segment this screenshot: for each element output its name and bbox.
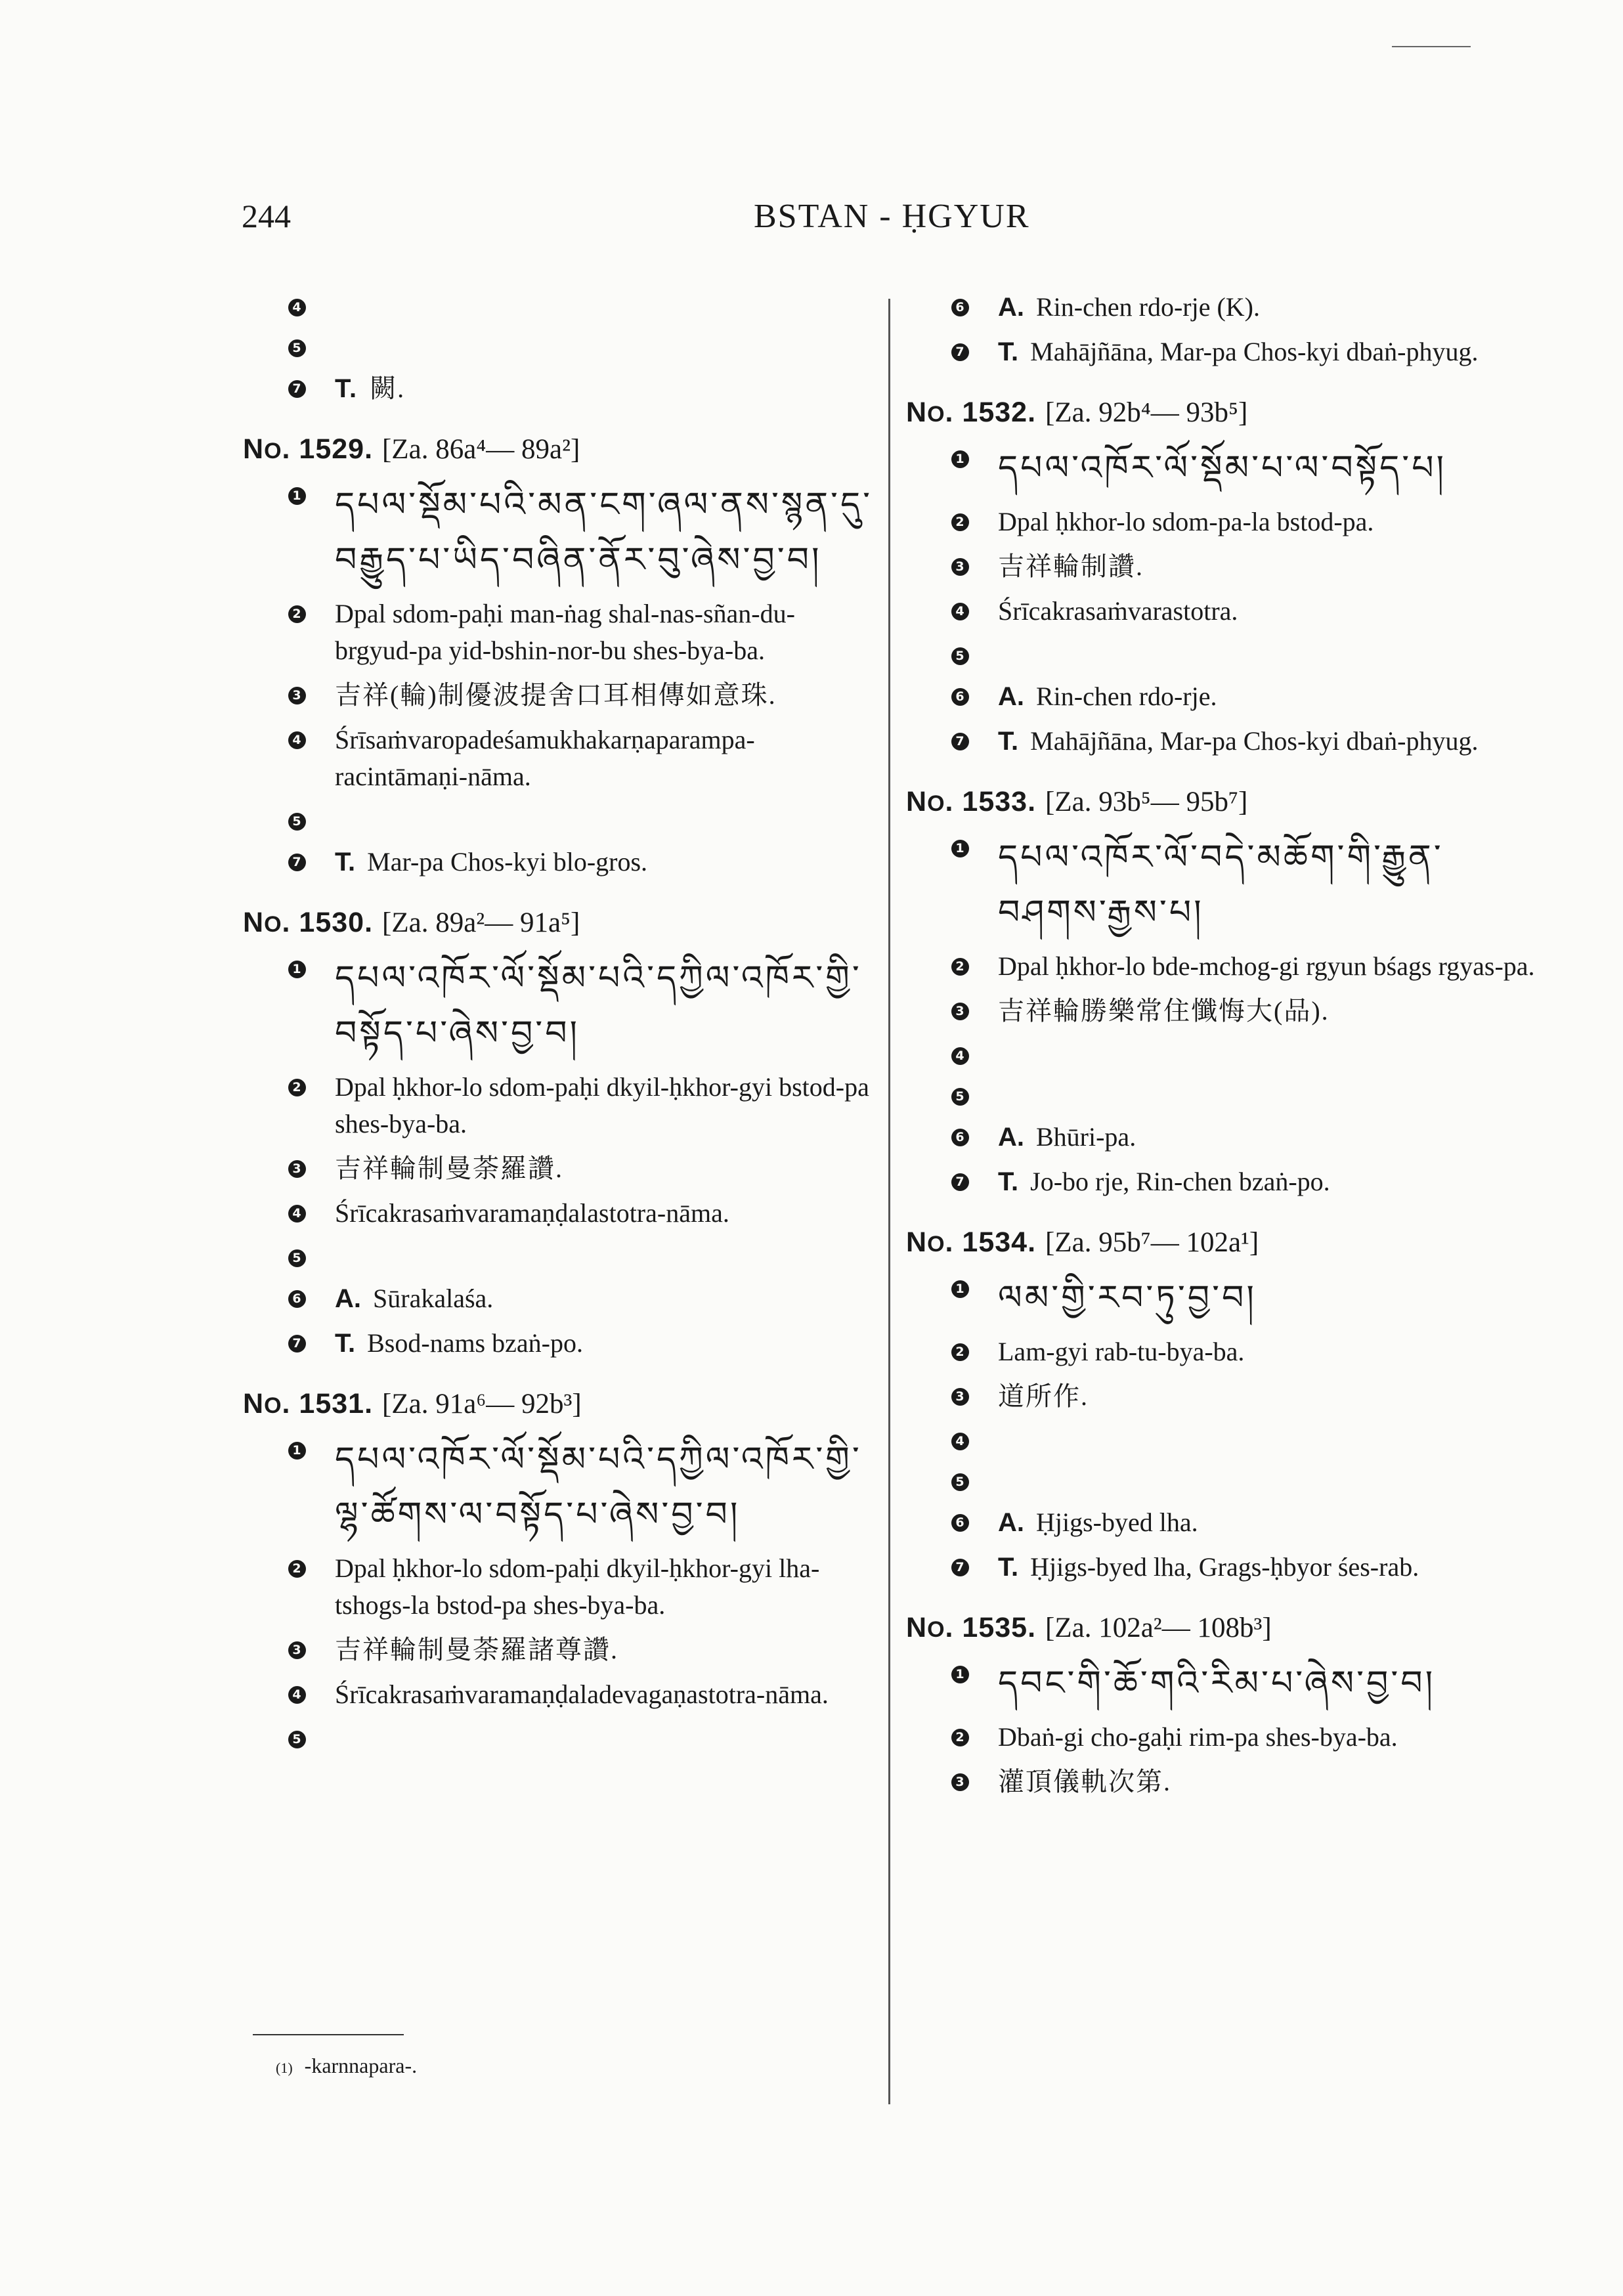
field-text (998, 504, 1543, 540)
field-marker-number: 6 (288, 1290, 306, 1308)
field-marker-number: 7 (951, 343, 969, 361)
tibetan-title (335, 477, 873, 588)
tibetan-title (998, 441, 1543, 496)
entry-line (906, 504, 1543, 540)
entry-line (243, 330, 873, 362)
field-marker-number: 1 (951, 840, 969, 857)
tibetan-title (335, 1432, 873, 1542)
field-marker-icon (945, 1337, 974, 1366)
page-header (242, 197, 1522, 243)
entry-line (243, 477, 873, 588)
tibetan-title (998, 830, 1543, 940)
field-marker-icon (282, 1635, 311, 1664)
folio-reference: [Za. 92b⁴— 93b⁵] (1045, 397, 1248, 428)
field-label: T. (998, 727, 1019, 756)
entry-line (243, 370, 873, 407)
field-text (998, 678, 1543, 715)
field-marker-number: 7 (951, 1559, 969, 1576)
entry-number-value: 1533 (962, 786, 1028, 817)
entry-line (906, 723, 1543, 760)
field-marker-icon (282, 1073, 311, 1102)
entry-number: NO. 1531. (243, 1388, 374, 1419)
field-text (998, 334, 1543, 370)
entry-line (243, 289, 873, 322)
field-value: Śrīsaṁvaropadeśamukhakarṇaparampa-racintāmaṇi-nāma. (335, 725, 755, 791)
field-marker-number: 1 (288, 961, 306, 978)
folio-reference: [Za. 91a⁶— 92b³] (382, 1389, 582, 1419)
entry-line (906, 1764, 1543, 1800)
field-value: 吉祥輪制曼荼羅讚. (335, 1154, 563, 1183)
field-marker-number: 7 (288, 854, 306, 871)
field-label: T. (998, 1167, 1019, 1196)
field-marker-number: 2 (288, 1560, 306, 1578)
field-text (335, 677, 873, 714)
field-value: Jo-bo rje, Rin-chen bzaṅ-po. (1030, 1167, 1330, 1196)
entry-line (906, 1656, 1543, 1711)
entry-line (906, 948, 1543, 985)
entry-line (243, 1150, 873, 1187)
entry-heading (906, 397, 1543, 429)
field-marker-icon (945, 1382, 974, 1411)
field-value: Dpal ḥkhor-lo sdom-paḥi dkyil-ḥkhor-gyi bstod-pa shes-bya-ba. (335, 1072, 869, 1138)
field-text (998, 1333, 1543, 1370)
entry-number-value: 1534 (962, 1226, 1028, 1258)
entry-line (906, 1378, 1543, 1415)
field-value: 灌頂儀軌次第. (998, 1767, 1171, 1796)
field-value: 吉祥輪勝樂常住懺悔大(品). (998, 996, 1330, 1026)
entry-line (243, 722, 873, 795)
field-marker-number: 4 (951, 1433, 969, 1450)
entry-line (906, 593, 1543, 630)
entry-line (243, 1432, 873, 1542)
field-marker-icon (945, 1082, 974, 1111)
folio-reference: [Za. 102a²— 108b³] (1045, 1613, 1272, 1643)
entry-line (243, 1280, 873, 1317)
field-marker-number: 2 (951, 1729, 969, 1746)
field-value: Bsod-nams bzaṅ-po. (367, 1328, 583, 1358)
field-marker-number: 4 (288, 1205, 306, 1223)
field-marker-number: 4 (951, 603, 969, 620)
field-marker-number: 6 (951, 1129, 969, 1146)
field-marker-number: 1 (951, 1666, 969, 1683)
field-label: T. (335, 1329, 356, 1358)
field-text (998, 289, 1543, 326)
entry-number-value: 1535 (962, 1612, 1028, 1643)
field-marker-icon (282, 599, 311, 628)
corner-mark (1392, 20, 1471, 47)
entry-line (243, 596, 873, 669)
field-marker-icon (282, 481, 311, 510)
field-value: Śrīcakrasaṁvarastotra. (998, 596, 1238, 626)
entry-line (906, 1163, 1543, 1200)
catalog-entry (906, 1612, 1543, 1800)
entry-number-value: 1532 (962, 397, 1028, 428)
folio-reference: [Za. 89a²— 91a⁵] (382, 907, 580, 938)
field-value: Sūrakalaśa. (373, 1284, 494, 1313)
footnote-rule (253, 2034, 404, 2035)
entry-number: NO. 1532. (906, 397, 1037, 428)
field-marker-number: 5 (288, 1249, 306, 1267)
entry-line (243, 1632, 873, 1668)
field-text (998, 1378, 1543, 1415)
field-marker-icon (945, 444, 974, 473)
field-marker-icon (945, 1660, 974, 1689)
entry-line (906, 441, 1543, 496)
field-value: དཔལ་འཁོར་ལོ་སྡོམ་པ་ལ་བསྟོད་པ། (998, 448, 1447, 488)
entry-number: NO. 1534. (906, 1226, 1037, 1258)
field-value: 闕. (370, 374, 406, 403)
field-marker-icon (945, 682, 974, 711)
field-text (335, 1676, 873, 1713)
field-value: Bhūri-pa. (1036, 1122, 1136, 1152)
field-marker-icon (282, 848, 311, 877)
entry-line (243, 677, 873, 714)
field-marker-icon (282, 334, 311, 362)
field-marker-icon (945, 834, 974, 863)
field-marker-number: 7 (951, 1173, 969, 1191)
catalog-entry (906, 786, 1543, 1200)
entry-number: NO. 1530. (243, 907, 374, 938)
field-label: A. (998, 1123, 1024, 1152)
field-marker-icon (945, 1508, 974, 1537)
entry-heading (243, 433, 873, 466)
field-text (998, 1719, 1543, 1756)
field-marker-icon (282, 1199, 311, 1228)
field-marker-icon (282, 1554, 311, 1583)
catalog-entry (906, 289, 1543, 370)
column-divider (888, 299, 890, 2104)
field-marker-icon (282, 1725, 311, 1754)
entry-heading (906, 1226, 1543, 1259)
entry-line (243, 951, 873, 1061)
entry-line (243, 1195, 873, 1232)
field-marker-number: 6 (951, 688, 969, 706)
entry-line (906, 1549, 1543, 1586)
entry-line (243, 1550, 873, 1624)
entry-line (906, 1078, 1543, 1111)
field-marker-icon (282, 1244, 311, 1272)
field-marker-icon (945, 1123, 974, 1152)
entry-number-value: 1530 (299, 907, 365, 938)
catalog-entry (243, 289, 873, 407)
entry-line (906, 638, 1543, 670)
field-text (998, 1504, 1543, 1541)
field-marker-number: 2 (951, 1343, 969, 1361)
field-value: 吉祥(輪)制優波提舍口耳相傳如意珠. (335, 680, 777, 710)
entry-line (906, 1463, 1543, 1496)
field-value: Dpal sdom-paḥi man-ṅag shal-nas-sñan-du-brgyud-pa yid-bshin-nor-bu shes-bya-ba. (335, 599, 795, 665)
field-marker-number: 1 (951, 450, 969, 468)
field-value: 吉祥輪制讚. (998, 552, 1144, 581)
field-marker-number: 3 (288, 1160, 306, 1178)
entry-line (243, 1676, 873, 1713)
field-value: Śrīcakrasaṁvaramaṇḍaladevagaṇastotra-nāma. (335, 1679, 829, 1709)
field-value: དཔལ་སྡོམ་པའི་མན་ངག་ཞལ་ནས་སྙན་དུ་བརྒྱུད་པ་ཡིད་བཞིན་ནོར་བུ་ཞེས་བྱ་བ། (335, 485, 873, 580)
field-value: Lam-gyi rab-tu-bya-ba. (998, 1337, 1245, 1366)
entry-number-value: 1529 (299, 433, 365, 465)
field-marker-icon (282, 807, 311, 836)
field-text (335, 370, 873, 407)
field-text (335, 1280, 873, 1317)
entry-number: NO. 1533. (906, 786, 1037, 817)
field-marker-number: 5 (288, 813, 306, 831)
field-value: Mahājñāna, Mar-pa Chos-kyi dbaṅ-phyug. (1030, 337, 1479, 366)
folio-reference: [Za. 93b⁵— 95b⁷] (1045, 787, 1248, 817)
field-value: ལམ་གྱི་རབ་ཏུ་བྱ་བ། (998, 1278, 1257, 1318)
field-text (998, 593, 1543, 630)
footnote-text: -karnnapara-. (304, 2054, 418, 2077)
field-marker-number: 4 (951, 1047, 969, 1065)
field-value: Mar-pa Chos-kyi blo-gros. (367, 847, 648, 877)
field-marker-number: 3 (951, 1003, 969, 1020)
field-text (335, 596, 873, 669)
field-marker-number: 2 (951, 513, 969, 531)
field-marker-icon (945, 337, 974, 366)
field-text (998, 723, 1543, 760)
field-marker-number: 7 (288, 1335, 306, 1353)
field-marker-number: 6 (951, 1514, 969, 1532)
field-value: Dbaṅ-gi cho-gaḥi rim-pa shes-bya-ba. (998, 1722, 1398, 1752)
field-marker-icon (945, 293, 974, 322)
field-marker-icon (945, 1427, 974, 1456)
field-marker-number: 6 (951, 299, 969, 316)
field-marker-number: 5 (288, 339, 306, 357)
field-marker-icon (282, 726, 311, 754)
field-marker-number: 2 (288, 1079, 306, 1096)
entry-heading (906, 1612, 1543, 1644)
field-label: A. (998, 1508, 1024, 1537)
field-value: Śrīcakrasaṁvaramaṇḍalastotra-nāma. (335, 1198, 729, 1228)
entry-number: NO. 1535. (906, 1612, 1037, 1643)
field-marker-icon (282, 1329, 311, 1358)
field-value: དཔལ་འཁོར་ལོ་སྡོམ་པའི་དཀྱིལ་འཁོར་གྱི་ལྷ་ཚོགས་ལ་བསྟོད་པ་ཞེས་བྱ་བ། (335, 1440, 862, 1534)
field-marker-icon (945, 952, 974, 981)
field-text (998, 1119, 1543, 1156)
field-marker-number: 5 (288, 1731, 306, 1748)
entry-line (906, 1423, 1543, 1456)
field-marker-icon (945, 1553, 974, 1582)
field-value: Dpal ḥkhor-lo bde-mchog-gi rgyun bśags rgyas-pa. (998, 951, 1535, 981)
field-marker-number: 1 (288, 1442, 306, 1460)
right-column (906, 289, 1543, 1827)
field-marker-number: 3 (951, 1388, 969, 1406)
field-marker-number: 3 (288, 1641, 306, 1659)
field-marker-number: 4 (288, 1686, 306, 1704)
field-marker-icon (945, 1274, 974, 1303)
tibetan-title (998, 1656, 1543, 1711)
field-marker-icon (945, 997, 974, 1026)
field-label: T. (998, 1553, 1019, 1582)
entry-number-value: 1531 (299, 1388, 365, 1419)
entry-heading (243, 1388, 873, 1420)
entry-line (243, 1240, 873, 1272)
catalog-entry (243, 433, 873, 880)
entry-line (906, 678, 1543, 715)
folio-reference: [Za. 95b⁷— 102a¹] (1045, 1227, 1259, 1258)
field-value: Ḥjigs-byed lha, Grags-ḥbyor śes-rab. (1030, 1552, 1419, 1582)
field-label: T. (335, 848, 356, 877)
field-marker-icon (945, 1041, 974, 1070)
field-marker-icon (282, 1284, 311, 1313)
entry-number: NO. 1529. (243, 433, 374, 465)
field-marker-icon (282, 293, 311, 322)
field-marker-number: 7 (288, 380, 306, 398)
entry-line (243, 844, 873, 880)
field-label: A. (998, 293, 1024, 322)
entry-line (906, 334, 1543, 370)
field-marker-number: 5 (951, 1473, 969, 1491)
field-text (335, 1632, 873, 1668)
field-marker-number: 5 (951, 1088, 969, 1106)
field-marker-number: 4 (288, 299, 306, 316)
field-marker-number: 2 (951, 958, 969, 976)
field-marker-icon (282, 374, 311, 403)
field-marker-number: 7 (951, 733, 969, 750)
field-marker-icon (282, 681, 311, 710)
field-marker-icon (945, 641, 974, 670)
field-value: དཔལ་འཁོར་ལོ་བདེ་མཆོག་གི་རྒྱུན་བཤགས་རྒྱས་པ། (998, 838, 1444, 932)
entry-line (243, 1721, 873, 1754)
entry-line (243, 1069, 873, 1142)
field-marker-number: 2 (288, 605, 306, 623)
entry-heading (906, 786, 1543, 818)
field-value: དཔལ་འཁོར་ལོ་སྡོམ་པའི་དཀྱིལ་འཁོར་གྱི་བསྟོད་པ་ཞེས་བྱ་བ། (335, 959, 862, 1053)
field-text (998, 1163, 1543, 1200)
entry-line (906, 830, 1543, 940)
folio-reference: [Za. 86a⁴— 89a²] (382, 434, 580, 465)
field-label: T. (335, 374, 358, 403)
field-label: T. (998, 337, 1019, 366)
catalog-entry (243, 1388, 873, 1754)
entry-line (906, 1333, 1543, 1370)
footnote-mark: (1) (276, 2060, 293, 2076)
field-marker-number: 1 (288, 487, 306, 505)
tibetan-title (335, 951, 873, 1061)
field-value: 吉祥輪制曼荼羅諸尊讚. (335, 1635, 618, 1664)
field-text (998, 993, 1543, 1029)
field-marker-icon (945, 1767, 974, 1796)
field-marker-icon (282, 1680, 311, 1709)
field-label: A. (335, 1284, 361, 1313)
field-text (998, 1549, 1543, 1586)
field-text (998, 948, 1543, 985)
field-marker-icon (945, 1167, 974, 1196)
running-head: BSTAN - ḤGYUR (754, 198, 1030, 235)
field-marker-number: 3 (288, 687, 306, 704)
field-text (335, 844, 873, 880)
entry-line (243, 803, 873, 836)
field-marker-icon (282, 1436, 311, 1465)
entry-line (906, 1037, 1543, 1070)
page-number: 244 (242, 198, 291, 234)
entry-line (906, 1719, 1543, 1756)
tibetan-title (998, 1270, 1543, 1326)
entry-line (906, 1504, 1543, 1541)
field-value: 道所作. (998, 1381, 1089, 1411)
field-text (335, 1550, 873, 1624)
field-marker-icon (282, 955, 311, 984)
field-marker-number: 3 (951, 1773, 969, 1791)
field-marker-icon (945, 508, 974, 536)
field-text (335, 1325, 873, 1362)
field-marker-icon (945, 552, 974, 581)
entry-line (906, 993, 1543, 1029)
field-marker-icon (945, 597, 974, 626)
entry-heading (243, 907, 873, 939)
entry-line (906, 548, 1543, 585)
field-text (335, 1195, 873, 1232)
field-marker-icon (945, 727, 974, 756)
entry-line (906, 289, 1543, 326)
entry-line (243, 1325, 873, 1362)
field-marker-icon (945, 1723, 974, 1752)
field-value: དབང་གི་ཆོ་གའི་རིམ་པ་ཞེས་བྱ་བ། (998, 1664, 1436, 1703)
field-marker-number: 4 (288, 731, 306, 749)
field-text (998, 1764, 1543, 1800)
field-text (998, 548, 1543, 585)
entry-line (906, 1270, 1543, 1326)
footnote (276, 2054, 417, 2078)
entry-line (906, 1119, 1543, 1156)
field-marker-number: 3 (951, 558, 969, 576)
field-label: A. (998, 682, 1024, 711)
field-marker-number: 1 (951, 1280, 969, 1298)
field-text (335, 1069, 873, 1142)
field-text (335, 1150, 873, 1187)
catalog-entry (906, 397, 1543, 760)
field-text (335, 722, 873, 795)
field-value: Dpal ḥkhor-lo sdom-pa-la bstod-pa. (998, 507, 1374, 536)
field-value: Mahājñāna, Mar-pa Chos-kyi dbaṅ-phyug. (1030, 726, 1479, 756)
field-value: Rin-chen rdo-rje (K). (1036, 292, 1260, 322)
field-marker-icon (282, 1154, 311, 1183)
field-marker-number: 5 (951, 647, 969, 665)
catalog-entry (906, 1226, 1543, 1586)
left-column (243, 289, 873, 1780)
field-marker-icon (945, 1467, 974, 1496)
field-value: Rin-chen rdo-rje. (1036, 682, 1217, 711)
field-value: Dpal ḥkhor-lo sdom-paḥi dkyil-ḥkhor-gyi lha-tshogs-la bstod-pa shes-bya-ba. (335, 1553, 820, 1620)
field-value: Ḥjigs-byed lha. (1036, 1507, 1198, 1537)
catalog-entry (243, 907, 873, 1362)
